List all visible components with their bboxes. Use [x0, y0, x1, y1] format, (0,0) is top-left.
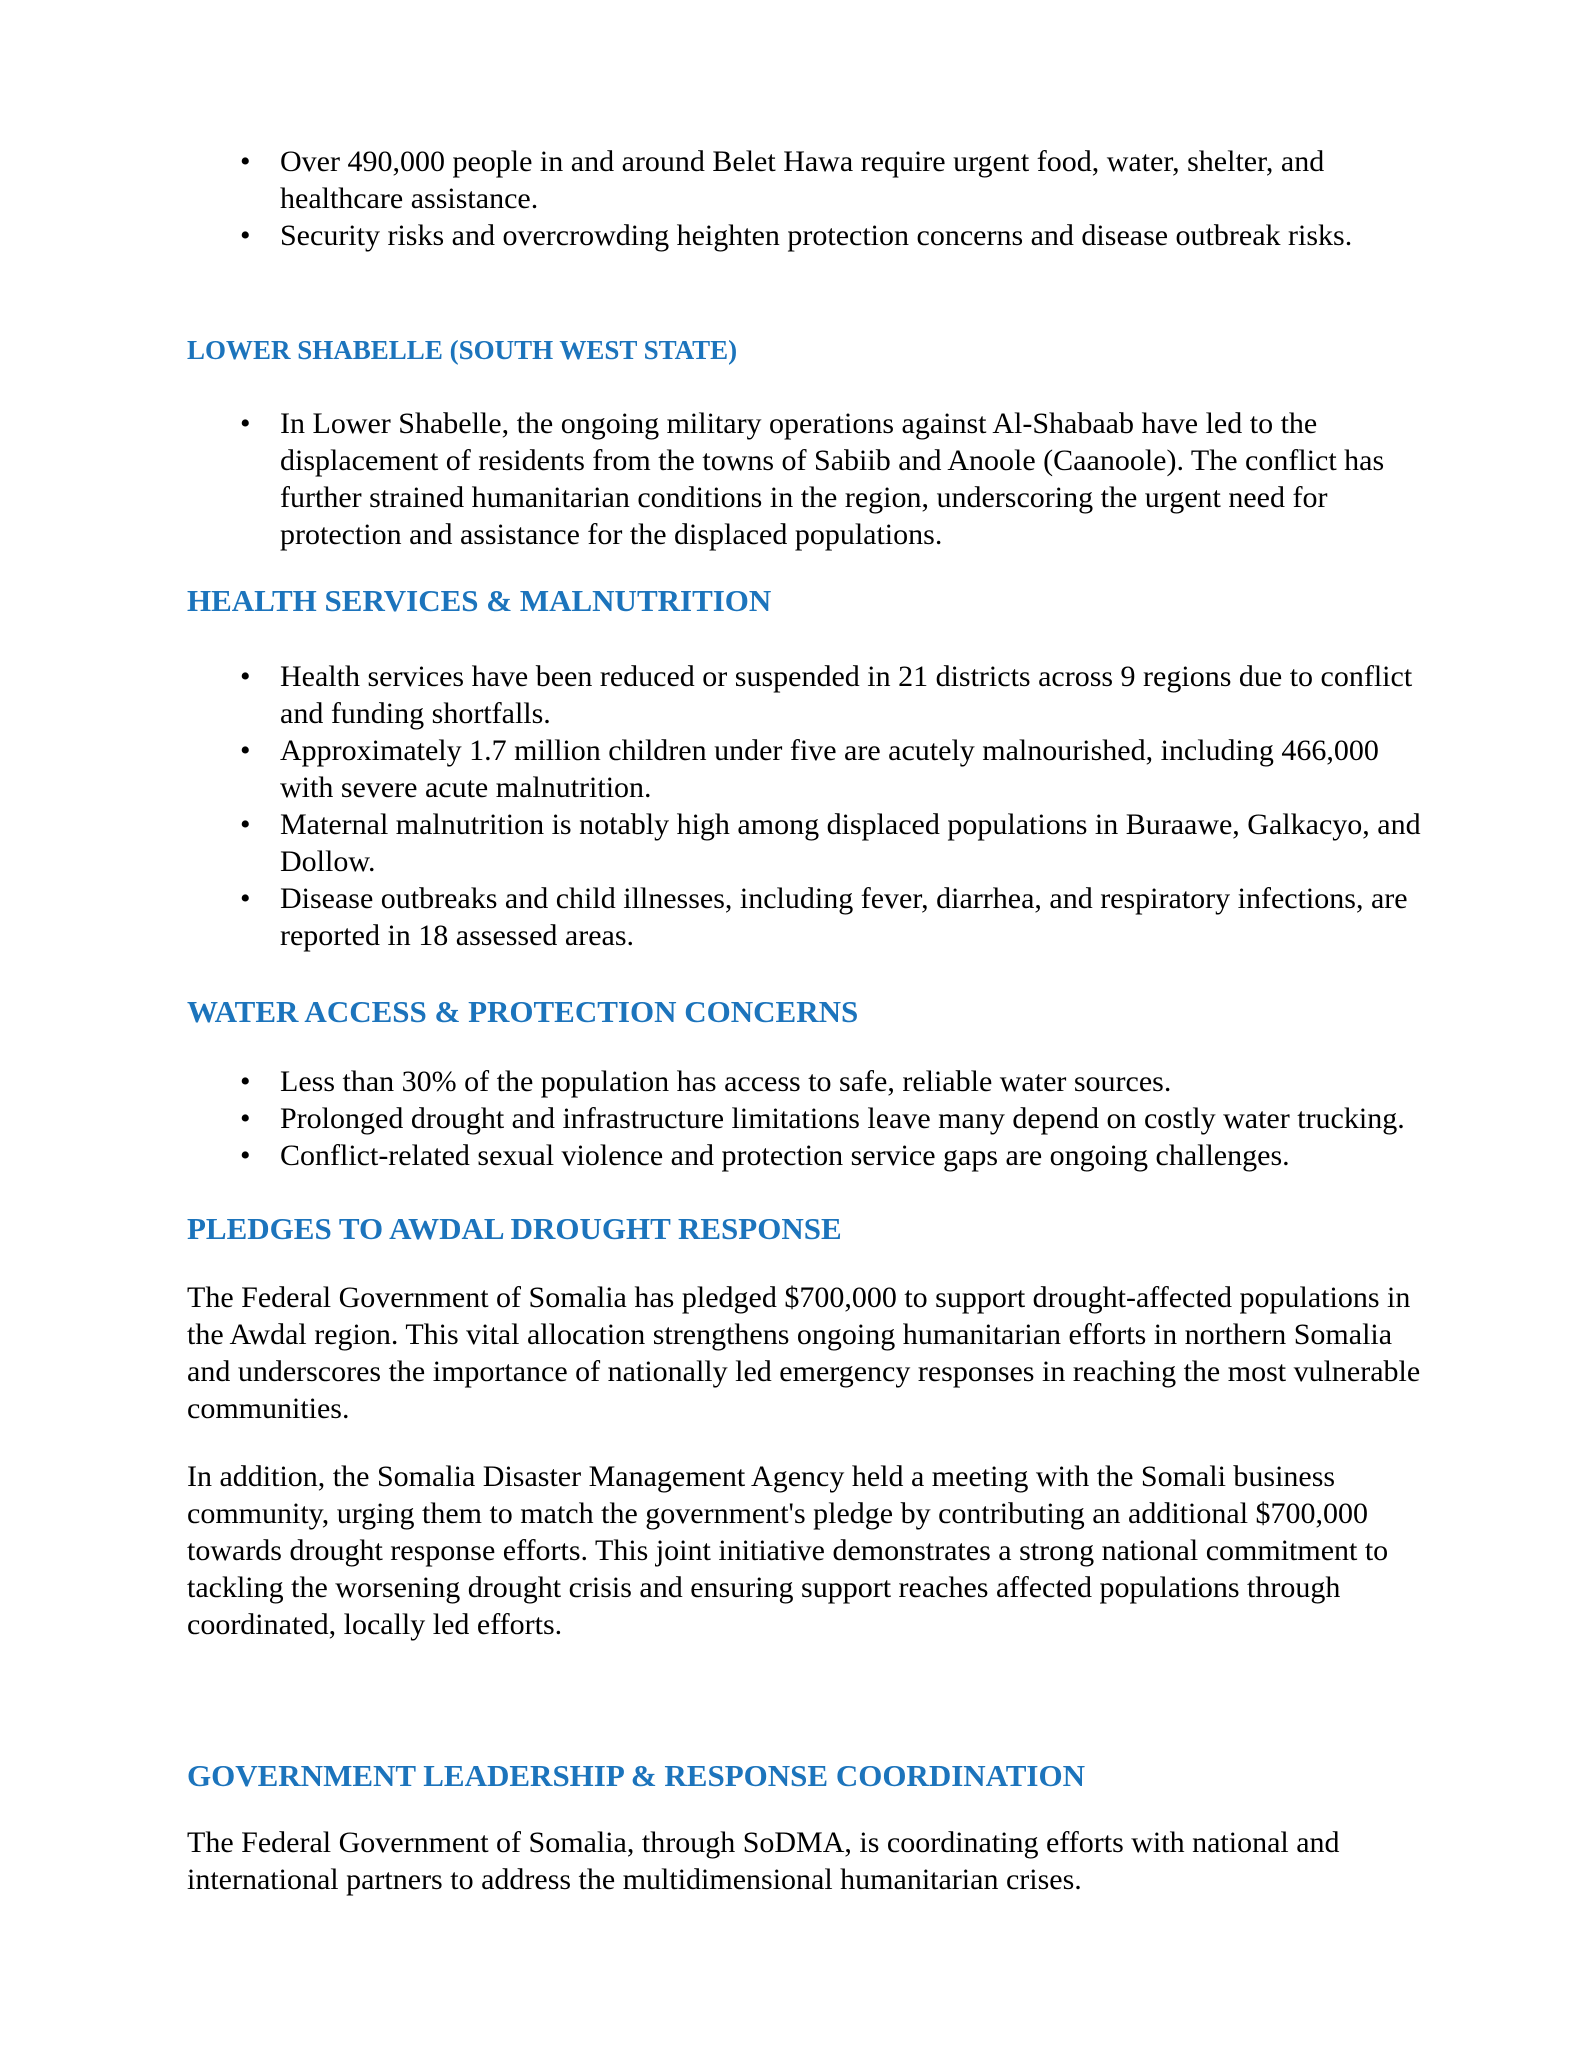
- water-bullet-list: [187, 1063, 1433, 1174]
- list-item: • Conflict-related sexual violence and protection service gaps are ongoing challenges.: [187, 1137, 1433, 1174]
- paragraph: The Federal Government of Somalia has pledged $700,000 to support drought-affected populations in the Awdal region. This vital allocation strengthens ongoing humanitarian efforts in northern Somalia and underscores the importance of nationally led emergency responses in reaching the most vulnerable communities.: [187, 1281, 1421, 1425]
- list-item: • Prolonged drought and infrastructure limitations leave many depend on costly water trucking.: [187, 1100, 1433, 1137]
- list-item: • Health services have been reduced or suspended in 21 districts across 9 regions due to conflict and funding shortfalls.: [187, 658, 1433, 732]
- list-item: • Less than 30% of the population has access to safe, reliable water sources.: [187, 1063, 1433, 1100]
- lower-shabelle-bullet-list: [187, 405, 1433, 553]
- list-item: • Over 490,000 people in and around Belet Hawa require urgent food, water, shelter, and healthcare assistance.: [187, 143, 1433, 217]
- heading-government-leadership: GOVERNMENT LEADERSHIP & RESPONSE COORDINATION: [187, 1758, 1085, 1793]
- heading-health-services: HEALTH SERVICES & MALNUTRITION: [187, 583, 772, 618]
- list-item: • In Lower Shabelle, the ongoing military operations against Al-Shabaab have led to the displacement of residents from the towns of Sabiib and Anoole (Caanoole). The conflict has further strained humanitarian conditions in the region, underscoring the urgent need for protection and assistance for the displaced populations.: [187, 405, 1433, 553]
- heading-lower-shabelle: LOWER SHABELLE (SOUTH WEST STATE): [187, 335, 738, 365]
- list-item: • Security risks and overcrowding heighten protection concerns and disease outbreak risks.: [187, 217, 1433, 254]
- list-item: • Approximately 1.7 million children under five are acutely malnourished, including 466,000 with severe acute malnutrition.: [187, 732, 1433, 806]
- list-item: • Maternal malnutrition is notably high among displaced populations in Buraawe, Galkacyo, and Dollow.: [187, 806, 1433, 880]
- heading-pledges-awdal: PLEDGES TO AWDAL DROUGHT RESPONSE: [187, 1211, 842, 1246]
- intro-bullet-list: [187, 143, 1433, 254]
- paragraph: In addition, the Somalia Disaster Management Agency held a meeting with the Somali business community, urging them to match the government's pledge by contributing an additional $700,000 towards drought response efforts. This joint initiative demonstrates a strong national commitment to tackling the worsening drought crisis and ensuring support reaches affected populations through coordinated, locally led efforts.: [187, 1460, 1389, 1641]
- paragraph: The Federal Government of Somalia, through SoDMA, is coordinating efforts with national and international partners to address the multidimensional humanitarian crises.: [187, 1826, 1340, 1896]
- heading-water-access: WATER ACCESS & PROTECTION CONCERNS: [187, 994, 859, 1029]
- list-item: • Disease outbreaks and child illnesses, including fever, diarrhea, and respiratory infections, are reported in 18 assessed areas.: [187, 880, 1433, 954]
- health-bullet-list: [187, 658, 1433, 954]
